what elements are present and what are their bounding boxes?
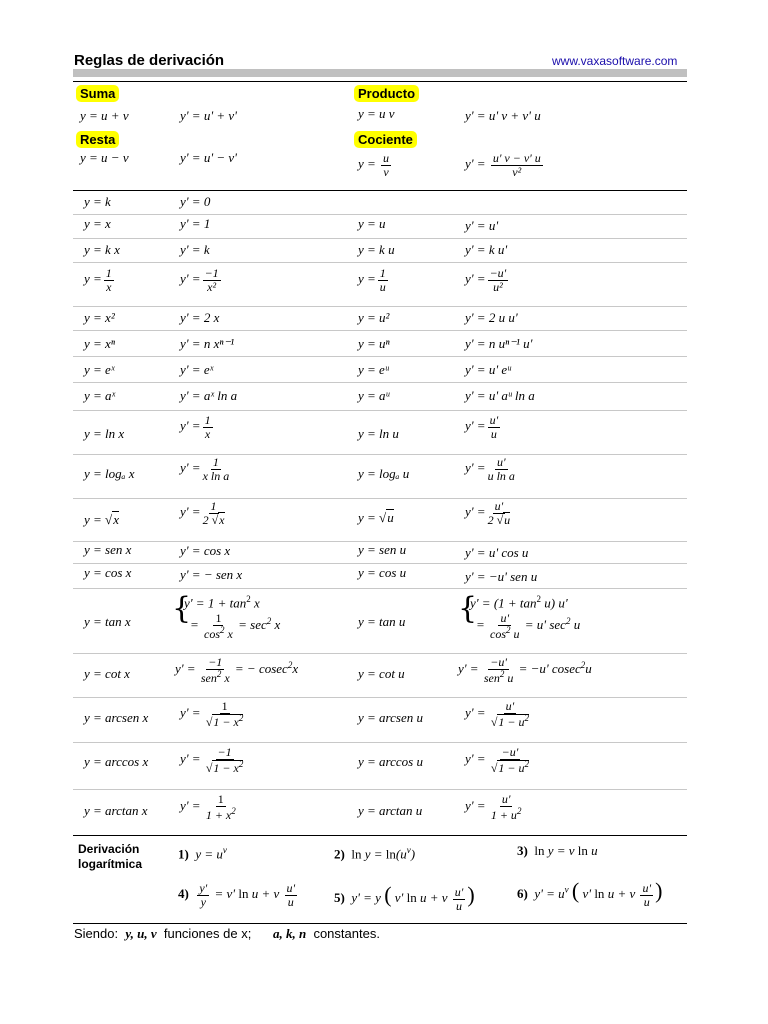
rule-arctanu-derivative: y' = $\frac{u'}{1 + u^2}$ bbox=[465, 792, 522, 822]
rule-arcsenu-derivative: y' = $\frac{u'}{√1 - u^2}$ bbox=[465, 699, 530, 729]
row-divider bbox=[73, 214, 687, 215]
rule-u-formula: y = u bbox=[358, 216, 386, 231]
row-divider bbox=[73, 588, 687, 589]
row-divider bbox=[73, 563, 687, 564]
rule-arctan-derivative: y' = $\frac{1}{1 + x^2}$ bbox=[180, 792, 236, 822]
rule-ku-formula: y = k u bbox=[358, 242, 395, 257]
rule-logu-derivative: y' = $\frac{u'}{\text{u ln a}}$ bbox=[465, 455, 515, 483]
rule-ln-formula: y = ln x bbox=[84, 426, 125, 441]
resta-formula: y = u − v bbox=[80, 150, 129, 165]
producto-formula: y = u v bbox=[358, 106, 395, 121]
rule-sqrt-formula: y = √x bbox=[84, 512, 119, 527]
producto-derivative: y' = u' v + v' u bbox=[465, 108, 541, 123]
row-divider bbox=[73, 454, 687, 455]
rule-arctan-formula: y = arctan x bbox=[84, 803, 148, 818]
rule-inv-x-formula: y = $\frac{1}{x}$ bbox=[84, 266, 112, 294]
row-divider bbox=[73, 356, 687, 357]
rule-upow-formula: y = uⁿ bbox=[358, 336, 390, 351]
row-divider bbox=[73, 498, 687, 499]
rule-lnu-formula: y = ln u bbox=[358, 426, 399, 441]
rule-logu-formula: y = logₐ u bbox=[358, 466, 410, 481]
rule-cosu-formula: y = cos u bbox=[358, 565, 407, 580]
rule-inv-x-derivative: y' = $\frac{-1}{\text{x²}}$ bbox=[180, 266, 219, 294]
rule-cotu-derivative: y' = $\frac{-u'}{sen^2 u}$ = −u' cosec$^2$u bbox=[458, 655, 592, 685]
rule-uaexp-derivative: y' = u' aᵘ ln a bbox=[465, 388, 535, 403]
rule-arcsen-derivative: y' = $\frac{1}{√1 - x^2}$ bbox=[180, 699, 244, 729]
divider bbox=[73, 923, 687, 924]
rule-uexp-formula: y = eᵘ bbox=[358, 362, 389, 377]
rule-sqrtu-formula: y = √u bbox=[358, 510, 394, 525]
rule-aexp-formula: y = aˣ bbox=[84, 388, 116, 403]
row-divider bbox=[73, 653, 687, 654]
log-rule-3: 3) ln y = v ln u bbox=[517, 843, 598, 858]
row-divider bbox=[73, 306, 687, 307]
rule-sqrtu-derivative: y' = $\frac{u'}{2 √u}$ bbox=[465, 499, 511, 527]
rule-arcsenu-formula: y = arcsen u bbox=[358, 710, 423, 725]
rule-exp-derivative: y' = eˣ bbox=[180, 362, 214, 377]
rule-sen-derivative: y' = cos x bbox=[180, 543, 231, 558]
row-divider bbox=[73, 238, 687, 239]
rule-sen-formula: y = sen x bbox=[84, 542, 132, 557]
rule-k-formula: y = k bbox=[84, 194, 111, 209]
cociente-formula: y = $\frac{u}{v}$ bbox=[358, 151, 390, 179]
rule-log-formula: y = logₐ x bbox=[84, 466, 135, 481]
resta-tag: Resta bbox=[76, 131, 119, 148]
producto-tag: Producto bbox=[354, 85, 419, 102]
rule-cosu-derivative: y' = −u' sen u bbox=[465, 569, 538, 584]
rule-usq-derivative: y' = 2 u u' bbox=[465, 310, 518, 325]
row-divider bbox=[73, 789, 687, 790]
rule-ku-derivative: y' = k u' bbox=[465, 242, 508, 257]
log-rule-5: 5) y' = y ( v' ln u + v $\frac{u'}{u}$ ) bbox=[334, 882, 475, 913]
log-section-title: Derivación logarítmica bbox=[78, 842, 143, 871]
rule-ln-derivative: y' = $\frac{1}{x}$ bbox=[180, 413, 211, 441]
row-divider bbox=[73, 742, 687, 743]
rule-arccos-formula: y = arccos x bbox=[84, 754, 149, 769]
rule-uaexp-formula: y = aᵘ bbox=[358, 388, 390, 403]
rule-log-derivative: y' = $\frac{1}{\text{x ln a}}$ bbox=[180, 455, 230, 483]
row-divider bbox=[73, 697, 687, 698]
resta-derivative: y' = u' − v' bbox=[180, 150, 237, 165]
rule-arccosu-formula: y = arccos u bbox=[358, 754, 423, 769]
row-divider bbox=[73, 330, 687, 331]
rule-tan-formula: y = tan x bbox=[84, 614, 131, 629]
footer-note: Siendo: y, u, v funciones de x; a, k, n constantes. bbox=[74, 926, 380, 941]
cociente-derivative: y' = $\frac{u' v - v' u}{\text{v²}}$ bbox=[465, 151, 541, 179]
rule-upow-derivative: y' = n uⁿ⁻¹ u' bbox=[465, 336, 533, 351]
rule-u-derivative: y' = u' bbox=[465, 218, 499, 233]
rule-arccosu-derivative: y' = $\frac{-u'}{√1 - u^2}$ bbox=[465, 745, 530, 775]
rule-inv-u-formula: y = $\frac{1}{u}$ bbox=[358, 266, 386, 294]
divider bbox=[73, 81, 687, 82]
rule-pow-derivative: y' = n xⁿ⁻¹ bbox=[180, 336, 235, 351]
cociente-tag: Cociente bbox=[354, 131, 417, 148]
rule-pow-formula: y = xⁿ bbox=[84, 336, 115, 351]
rule-lnu-derivative: y' = $\frac{u'}{u}$ bbox=[465, 413, 499, 441]
suma-derivative: y' = u' + v' bbox=[180, 108, 237, 123]
rule-kx-derivative: y' = k bbox=[180, 242, 210, 257]
rule-inv-u-derivative: y' = $\frac{-u'}{\text{u²}}$ bbox=[465, 266, 507, 294]
rule-sqrt-derivative: y' = $\frac{1}{2 √x}$ bbox=[180, 499, 225, 527]
log-rule-1: 1) $y = u^v$ bbox=[178, 845, 227, 862]
rule-exp-formula: y = eˣ bbox=[84, 362, 115, 377]
rule-arcsen-formula: y = arcsen x bbox=[84, 710, 149, 725]
rule-tanu-formula: y = tan u bbox=[358, 614, 406, 629]
header-divider bbox=[73, 69, 687, 77]
log-rule-4: 4) $\frac{y'}{y}$ = v' ln u + v $\frac{u'}{u}$ bbox=[178, 881, 296, 909]
rule-k-derivative: y' = 0 bbox=[180, 194, 211, 209]
rule-cot-formula: y = cot x bbox=[84, 666, 130, 681]
rule-aexp-derivative: y' = aˣ ln a bbox=[180, 388, 238, 403]
rule-senu-formula: y = sen u bbox=[358, 542, 407, 557]
rule-sq-derivative: y' = 2 x bbox=[180, 310, 220, 325]
suma-formula: y = u + v bbox=[80, 108, 129, 123]
rule-x-derivative: y' = 1 bbox=[180, 216, 211, 231]
divider bbox=[73, 835, 687, 836]
row-divider bbox=[73, 382, 687, 383]
row-divider bbox=[73, 410, 687, 411]
log-rule-6: 6) $y' = u^v$ ( v' ln u + v $\frac{u'}{u}$ ) bbox=[517, 878, 663, 909]
rule-cot-derivative: y' = $\frac{-1}{sen^2 x}$ = − cosec$^2$x bbox=[175, 655, 299, 685]
rule-usq-formula: y = u² bbox=[358, 310, 390, 325]
rule-cotu-formula: y = cot u bbox=[358, 666, 405, 681]
rule-arccos-derivative: y' = $\frac{-1}{√1 - x^2}$ bbox=[180, 745, 244, 775]
rule-x-formula: y = x bbox=[84, 216, 111, 231]
row-divider bbox=[73, 262, 687, 263]
rule-cos-derivative: y' = − sen x bbox=[180, 567, 243, 582]
rule-sq-formula: y = x² bbox=[84, 310, 115, 325]
suma-tag: Suma bbox=[76, 85, 119, 102]
rule-kx-formula: y = k x bbox=[84, 242, 120, 257]
rule-uexp-derivative: y' = u' eᵘ bbox=[465, 362, 511, 377]
rule-senu-derivative: y' = u' cos u bbox=[465, 545, 529, 560]
log-rule-2: 2) $\ln y = \ln(u^v)$ bbox=[334, 845, 416, 862]
website-link[interactable]: www.vaxasoftware.com bbox=[552, 54, 678, 68]
rule-cos-formula: y = cos x bbox=[84, 565, 132, 580]
rule-arctanu-formula: y = arctan u bbox=[358, 803, 423, 818]
divider bbox=[73, 190, 687, 191]
page-title: Reglas de derivación bbox=[74, 52, 225, 69]
